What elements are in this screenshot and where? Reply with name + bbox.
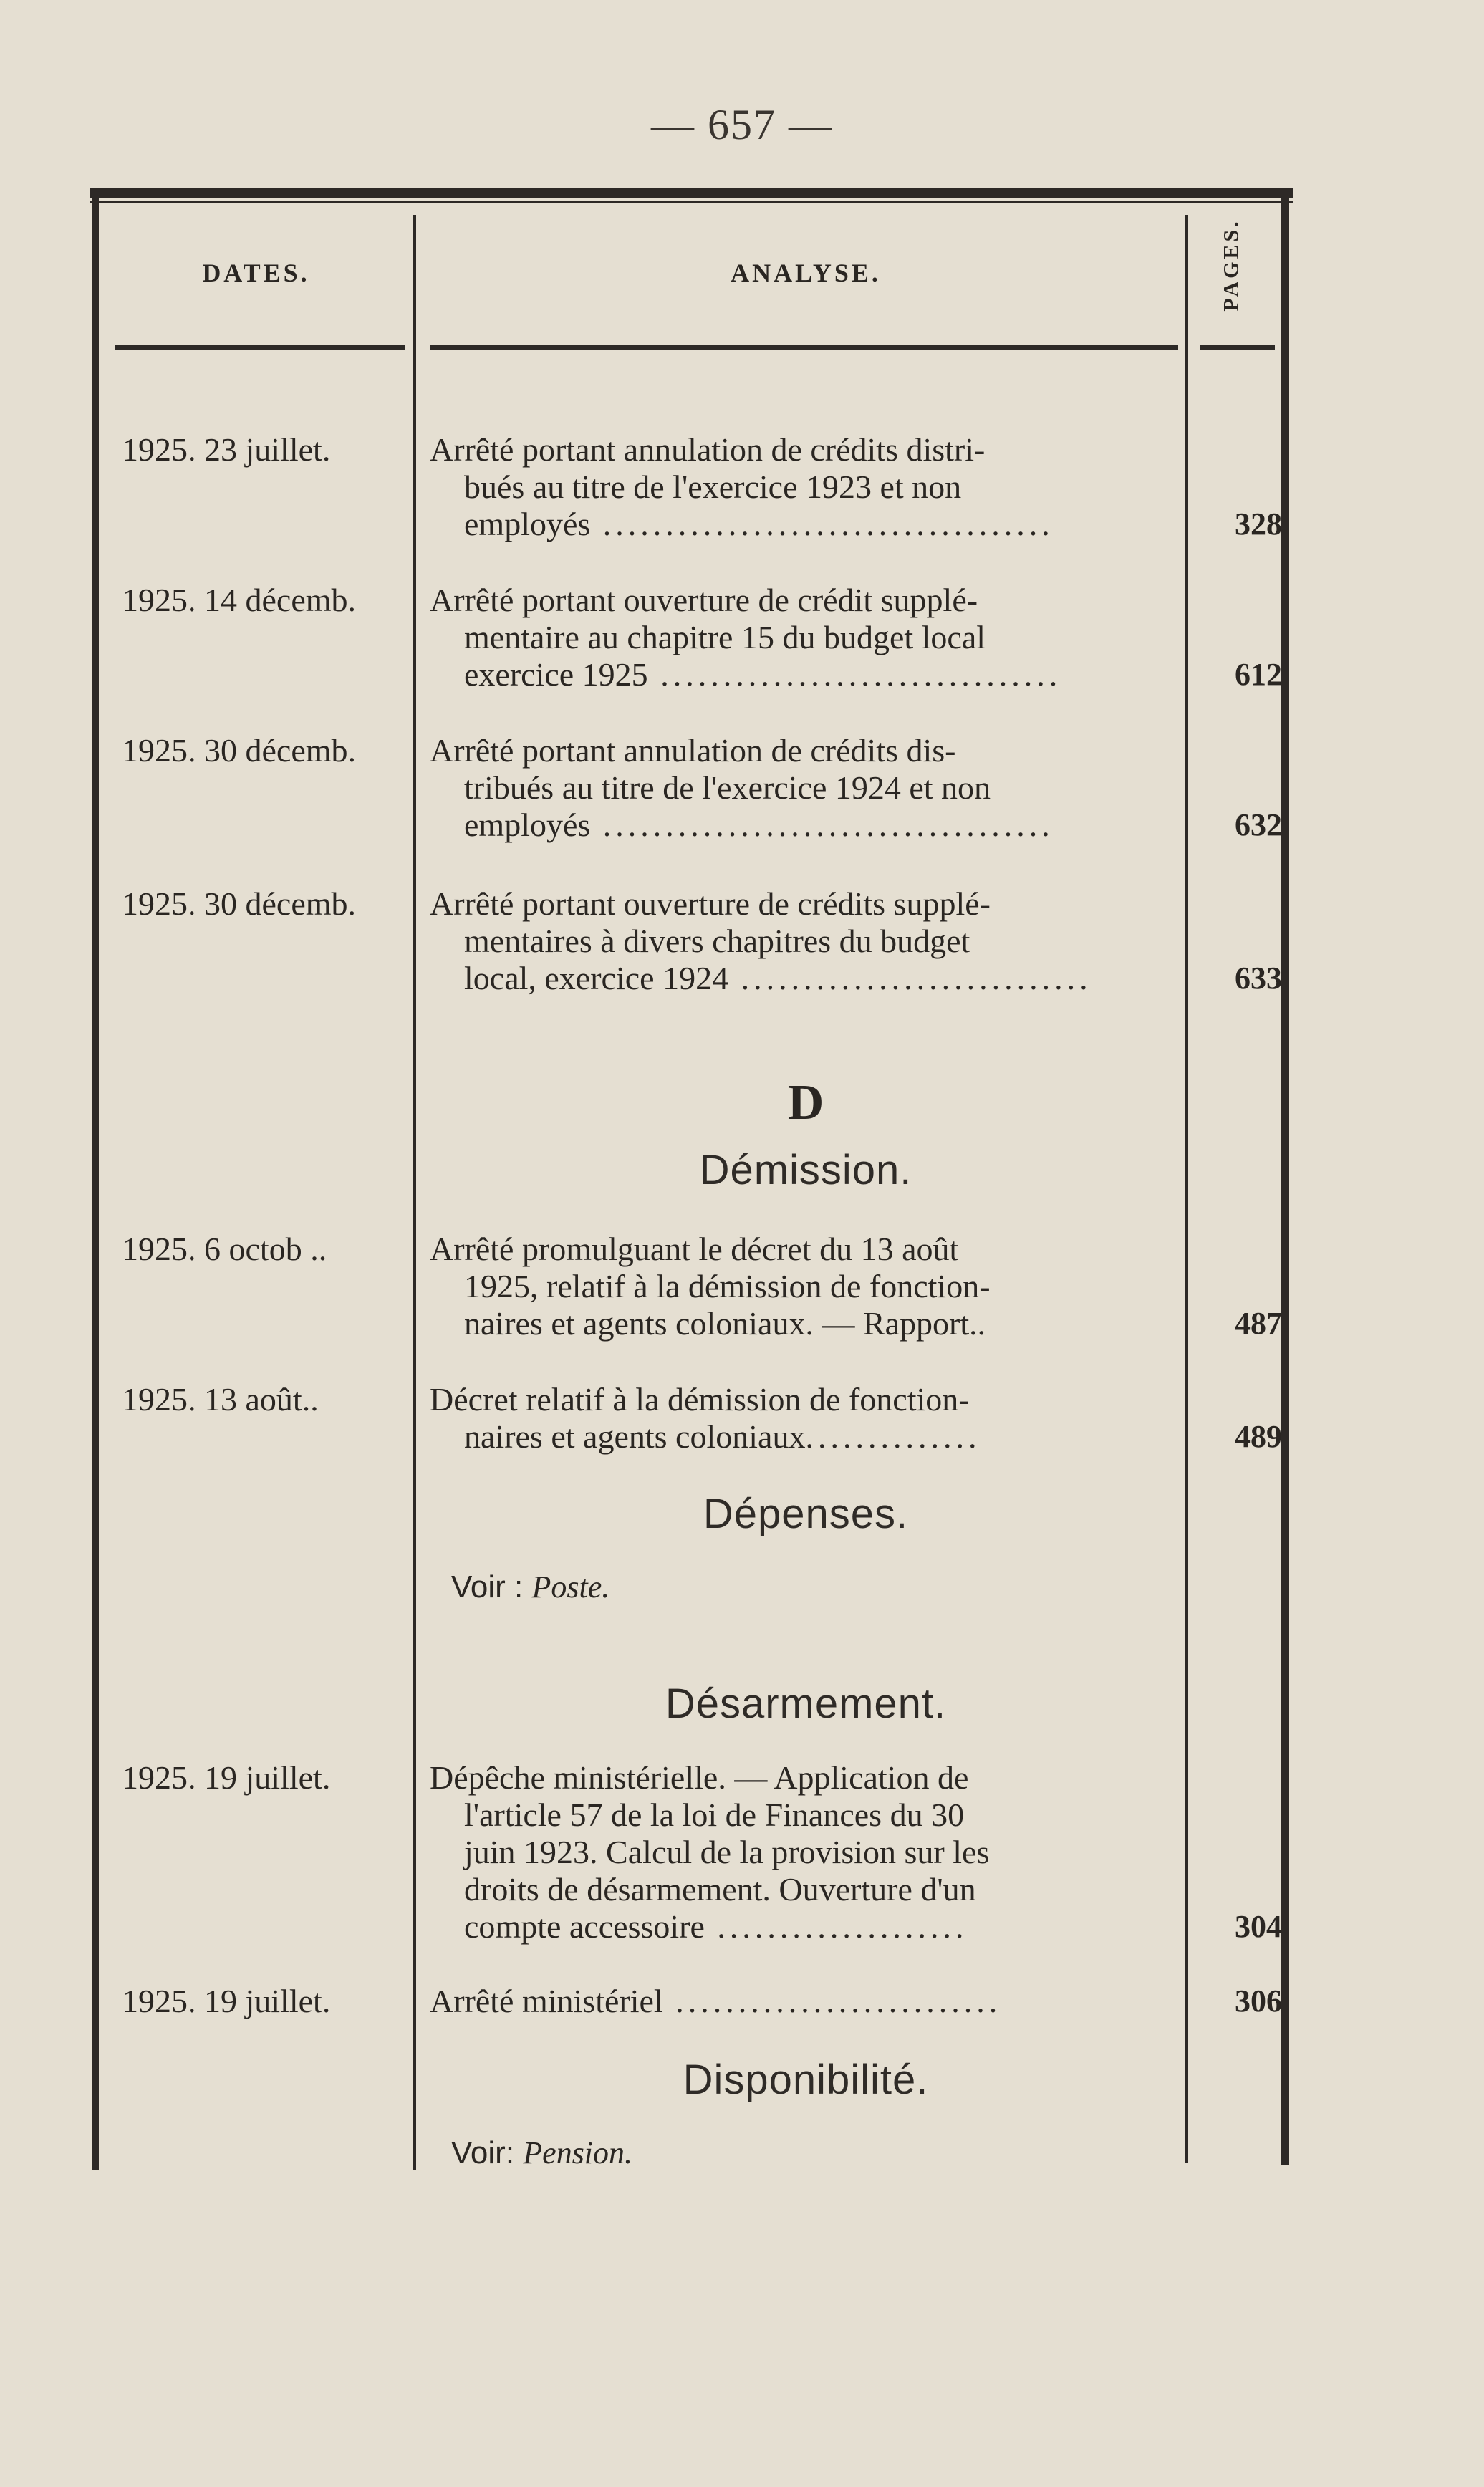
- entry-line: mentaires à divers chapitres du budget: [464, 923, 970, 959]
- entry-date: 1925. 19 juillet.: [122, 1983, 331, 2019]
- analyse-column-header: ANALYSE.: [731, 259, 881, 287]
- entry-line: employés ....................................: [464, 807, 1054, 843]
- table-top-rule: [90, 188, 1293, 198]
- leader-dots: ................................: [647, 656, 1062, 693]
- entry-date: 1925. 13 août..: [122, 1381, 319, 1418]
- section-heading-demission: Démission.: [699, 1147, 912, 1193]
- leader-dots: ....................................: [590, 506, 1054, 542]
- entry-page: 306: [1235, 1983, 1282, 2019]
- entry-page: 304: [1235, 1909, 1282, 1944]
- entry-line: exercice 1925 ................................: [464, 656, 1062, 693]
- leader-dots: ....................: [704, 1908, 968, 1945]
- entry-date: 1925. 30 décemb.: [122, 732, 357, 769]
- entry-date: 1925. 6 octob ..: [122, 1231, 327, 1267]
- entry-line: Arrêté portant ouverture de crédit supplé-: [430, 582, 978, 618]
- pages-column-header: PAGES.: [1219, 218, 1243, 312]
- entry-page: 489: [1235, 1419, 1282, 1454]
- entry-page: 632: [1235, 807, 1282, 842]
- see-also: Voir : Poste.: [451, 1569, 610, 1605]
- leader-dots: ............................: [728, 960, 1092, 996]
- entry-page: 633: [1235, 961, 1282, 996]
- page-number: — 657 —: [651, 101, 833, 148]
- entry-line: bués au titre de l'exercice 1923 et non: [464, 468, 962, 505]
- entry-text: [430, 431, 1182, 543]
- entry-date: 1925. 30 décemb.: [122, 885, 357, 922]
- entry-line: local, exercice 1924 ............................: [464, 960, 1092, 996]
- entry-text: [430, 1231, 1182, 1342]
- see-also: Voir: Pension.: [451, 2135, 633, 2170]
- dates-column-header: DATES.: [202, 259, 310, 287]
- entry-line: Décret relatif à la démission de fonction-: [430, 1381, 970, 1418]
- left-border: [92, 193, 99, 2170]
- analyse-column-divider: [1185, 215, 1188, 2163]
- entry-date: 1925. 14 décemb.: [122, 582, 357, 618]
- dates-header-rule: [115, 345, 405, 350]
- right-border: [1281, 188, 1289, 2165]
- entry-line: employés ....................................: [464, 506, 1054, 542]
- entry-line: mentaire au chapitre 15 du budget local: [464, 619, 986, 655]
- entry-text: [430, 582, 1182, 693]
- section-heading-desarmement: Désarmement.: [665, 1680, 947, 1727]
- table-top-rule-thin: [90, 201, 1293, 203]
- section-heading-disponibilite: Disponibilité.: [683, 2057, 929, 2103]
- section-letter-heading: D: [787, 1075, 824, 1130]
- entry-line: Arrêté promulguant le décret du 13 août: [430, 1231, 959, 1267]
- entry-text: [430, 885, 1182, 997]
- section-heading-depenses: Dépenses.: [703, 1491, 909, 1537]
- entry-page: 487: [1235, 1306, 1282, 1341]
- entry-line: Arrêté portant annulation de crédits dis-: [430, 732, 956, 769]
- entry-text: [430, 1759, 1182, 1945]
- entry-page: 328: [1235, 506, 1282, 542]
- analyse-header-rule: [430, 345, 1178, 350]
- entry-text: [430, 732, 1182, 844]
- leader-dots: ..........................: [662, 1983, 1002, 2019]
- entry-line: Arrêté portant annulation de crédits distri-: [430, 431, 986, 468]
- entry-text: [430, 1983, 1182, 2020]
- entry-line: Arrêté portant ouverture de crédits supplé-: [430, 885, 991, 922]
- entry-line: Dépêche ministérielle. — Application de: [430, 1759, 969, 1796]
- entry-date: 1925. 19 juillet.: [122, 1759, 331, 1796]
- entry-line: l'article 57 de la loi de Finances du 30: [464, 1796, 965, 1833]
- entry-line: droits de désarmement. Ouverture d'un: [464, 1871, 976, 1908]
- leader-dots: ....................................: [590, 807, 1054, 843]
- entry-page: 612: [1235, 657, 1282, 692]
- see-also-reference: Pension.: [523, 2135, 633, 2170]
- see-also-reference: Poste.: [531, 1569, 610, 1605]
- entry-line: Arrêté ministériel ..........................: [430, 1983, 1002, 2019]
- entry-line: tribués au titre de l'exercice 1924 et non: [464, 769, 991, 806]
- leader-dots: ..............: [805, 1418, 981, 1455]
- entry-line: naires et agents coloniaux. — Rapport..: [464, 1305, 986, 1342]
- entry-text: [430, 1381, 1182, 1456]
- entry-date: 1925. 23 juillet.: [122, 431, 331, 468]
- pages-header-rule: [1200, 345, 1275, 350]
- entry-line: 1925, relatif à la démission de fonction-: [464, 1268, 991, 1304]
- entry-line: compte accessoire ....................: [464, 1908, 968, 1945]
- dates-column-divider: [413, 215, 416, 2170]
- entry-line: naires et agents coloniaux..............: [464, 1418, 981, 1455]
- entry-line: juin 1923. Calcul de la provision sur les: [464, 1834, 990, 1870]
